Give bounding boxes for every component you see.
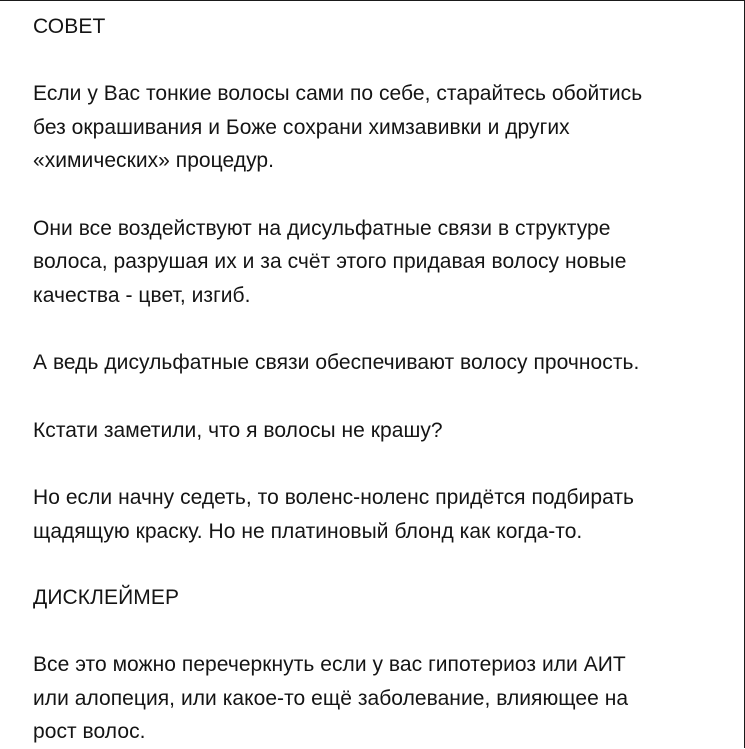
paragraph-1-line-3: «химических» процедур.: [33, 149, 275, 172]
text-document: [33, 10, 723, 749]
paragraph-4-line-1: Кстати заметили, что я волосы не крашу?: [33, 418, 443, 442]
paragraph-5-line-2: щадящую краску. Но не платиновый блонд как когда-то.: [33, 519, 583, 543]
paragraph-1-line-2: без окрашивания и Боже сохрани химзавивки и других: [33, 115, 570, 139]
paragraph-1: [33, 77, 723, 178]
paragraph-1-line-1: Если у Вас тонкие волосы сами по себе, старайтесь обойтись: [33, 82, 643, 105]
advice-heading: СОВЕТ: [33, 15, 106, 38]
paragraph-2: [33, 212, 723, 313]
paragraph-5-line-1: Но если начну седеть, то воленс-ноленс придётся подбирать: [33, 486, 634, 509]
paragraph-3: [33, 346, 723, 380]
paragraph-4: [33, 414, 723, 448]
paragraph-6-line-2: или алопеция, или какое-то ещё заболевание, влияющее на: [33, 686, 629, 710]
paragraph-6: [33, 648, 723, 749]
paragraph-6-line-3: рост волос.: [33, 720, 146, 743]
paragraph-2-line-2: волоса, разрушая их и за счёт этого придавая волосу новые: [33, 250, 627, 273]
paragraph-2-line-1: Они все воздействуют на дисульфатные связи в структуре: [33, 216, 611, 240]
paragraph-6-line-1: Все это можно перечеркнуть если у вас гипотериоз или АИТ: [33, 653, 626, 676]
paragraph-5: [33, 481, 723, 548]
disclaimer-heading: ДИСКЛЕЙМЕР: [33, 586, 180, 609]
paragraph-2-line-3: качества - цвет, изгиб.: [33, 283, 251, 307]
paragraph-3-line-1: А ведь дисульфатные связи обеспечивают волосу прочность.: [33, 351, 640, 374]
